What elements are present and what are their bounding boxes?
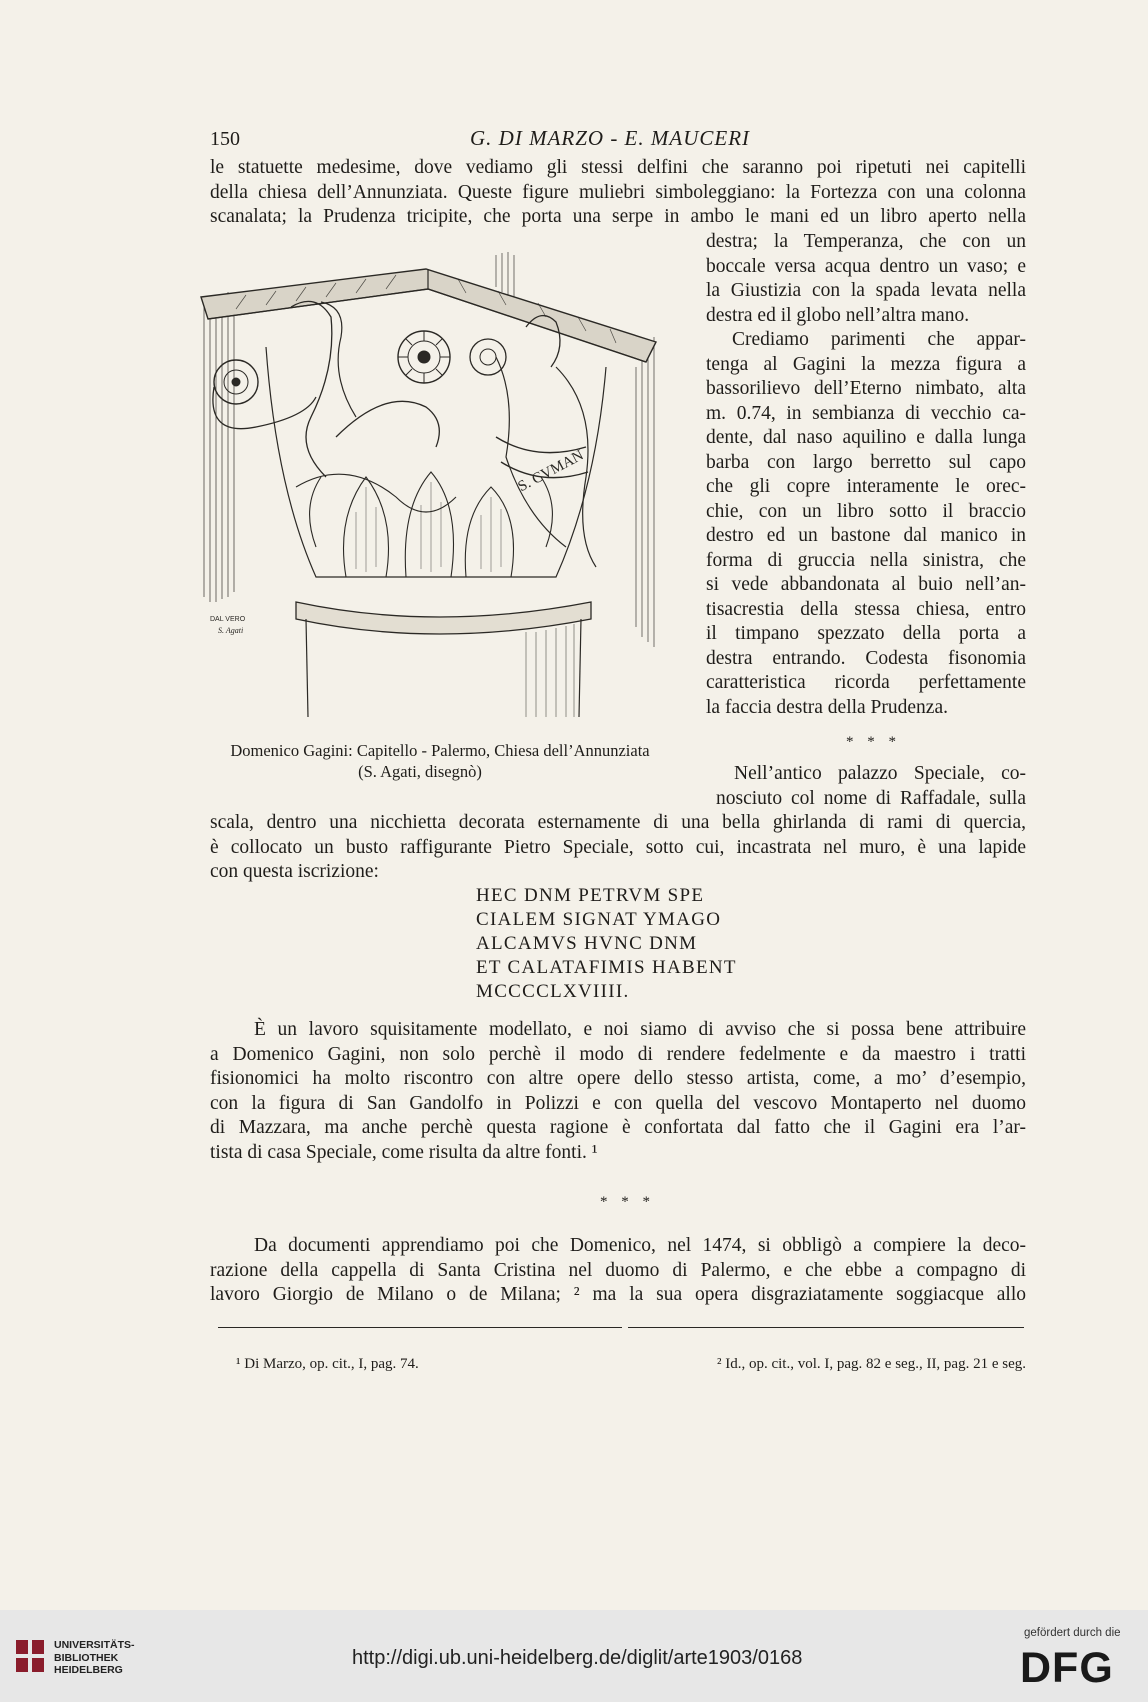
footnote-2: ² Id., op. cit., vol. I, pag. 82 e seg., II, pag. 21 e seg.	[716, 1356, 1026, 1372]
section-separator: * * *	[846, 734, 901, 750]
epigraph-inscription	[476, 884, 737, 1004]
text-line: a Domenico Gagini, non solo perchè il modo di rendere fedelmente e da maestro i tratti	[210, 1043, 1026, 1065]
university-library-name	[54, 1639, 135, 1677]
text-line: razione della cappella di Santa Cristina nel duomo di Palermo, e che ebbe a compagno di	[210, 1259, 1026, 1281]
paragraph-3	[210, 762, 1026, 885]
text-line: le statuette medesime, dove vediamo gli stessi delfini che saranno poi ripetuti nei capitelli	[210, 157, 1026, 178]
text-line: destra; la Temperanza, che con un	[706, 231, 1026, 252]
inscription-line: MCCCCLXVIIII.	[476, 981, 630, 1002]
text-line: Da documenti apprendiamo poi che Domenico, nel 1474, si obbligò a compiere la deco-	[254, 1235, 1026, 1256]
text-line: destra ed il globo nell’altra mano.	[706, 304, 970, 326]
text-line: Nell’antico palazzo Speciale, co-	[734, 763, 1026, 784]
footnote-rule	[628, 1327, 1024, 1328]
footnote-rule	[218, 1327, 622, 1328]
text-line: scala, dentro una nicchietta decorata esternamente di una bella ghirlanda di rami di quercia,	[210, 812, 1026, 833]
text-line: tista di casa Speciale, come risulta da altre fonti. ¹	[210, 1141, 598, 1163]
funding-note: gefördert durch die	[1024, 1627, 1121, 1639]
text-line: con questa iscrizione:	[210, 861, 379, 882]
text-line: la Giustizia con la spada levata nella	[706, 280, 1026, 301]
text-line: dente, dal naso aquilino e dalla lunga	[706, 427, 1026, 448]
text-line: tenga al Gagini la mezza figura a	[706, 353, 1026, 375]
text-line: destro ed un bastone dal manico in	[706, 525, 1026, 546]
text-line: m. 0.74, in sembianza di vecchio ca-	[706, 402, 1026, 424]
text-line: È un lavoro squisitamente modellato, e noi siamo di avviso che si possa bene attribuire	[254, 1019, 1026, 1040]
capital-illustration	[196, 247, 666, 735]
text-line: si vede abbandonata al buio nell’an-	[706, 574, 1026, 595]
library-name-line: UNIVERSITÄTS-	[54, 1639, 135, 1651]
text-line: di Mazzara, ma anche perchè questa ragione è confortata dal fatto che il Gagini era l’ar-	[210, 1117, 1026, 1138]
text-line: nosciuto col nome di Raffadale, sulla	[716, 787, 1026, 809]
library-name-line: BIBLIOTHEK	[54, 1651, 119, 1664]
permalink-url[interactable]: http://digi.ub.uni-heidelberg.de/diglit/arte1903/0168	[352, 1647, 803, 1669]
text-line: scanalata; la Prudenza tricipite, che porta una serpe in ambo le mani ed un libro aperto nella	[210, 206, 1026, 227]
text-line: della chiesa dell’Annunziata. Queste figure muliebri simboleggiano: la Fortezza con una colonna	[210, 181, 1026, 203]
drawing-signature-line2: S. Agati	[218, 626, 244, 635]
paragraph-5	[210, 1234, 1026, 1308]
drawing-scroll-inscription: S. CVMAN	[515, 447, 587, 496]
inscription-line: CIALEM SIGNAT YMAGO	[476, 909, 722, 930]
library-name-line: HEIDELBERG	[54, 1664, 123, 1676]
caption-credit: (S. Agati, disegnò)	[358, 762, 482, 781]
paragraph-1	[210, 156, 1026, 230]
text-line: lavoro Giorgio de Milano o de Milana; ² ma la sua opera disgraziatamente soggiacque allo	[210, 1284, 1026, 1305]
text-line: destra entrando. Codesta fisonomia	[706, 647, 1026, 669]
running-head: G. DI MARZO - E. MAUCERI	[470, 126, 751, 150]
inscription-line: HEC DNM PETRVM SPE	[476, 885, 705, 906]
section-separator: * * *	[600, 1194, 655, 1210]
inscription-line: ET CALATAFIMIS HABENT	[476, 957, 737, 978]
dfg-logo: DFG	[1020, 1644, 1114, 1692]
inscription-line: ALCAMVS HVNC DNM	[476, 933, 698, 954]
text-line: Crediamo parimenti che appar-	[732, 329, 1026, 350]
paragraph-4	[210, 1018, 1026, 1165]
paragraph-2-side	[706, 230, 1026, 720]
page-number: 150	[210, 128, 240, 150]
footnote-1: ¹ Di Marzo, op. cit., I, pag. 74.	[236, 1356, 419, 1372]
text-line: barba con largo berretto sul capo	[706, 451, 1026, 473]
drawing-signature-line1: DAL VERO	[210, 616, 246, 623]
text-line: bassorilievo dell’Eterno nimbato, alta	[706, 378, 1026, 399]
viewer-footer-bar	[0, 1610, 1148, 1702]
text-line: caratteristica ricorda perfettamente	[706, 672, 1026, 693]
text-line: forma di gruccia nella sinistra, che	[706, 549, 1026, 571]
text-line: boccale versa acqua dentro un vaso; e	[706, 255, 1026, 277]
text-line: chie, con un libro sotto il braccio	[706, 500, 1026, 522]
university-logo-icon	[14, 1638, 48, 1674]
text-line: è collocato un busto raffigurante Pietro Speciale, sotto cui, incastrata nel muro, è una lapide	[210, 836, 1026, 858]
text-line: tisacrestia della stessa chiesa, entro	[706, 598, 1026, 620]
text-line: il timpano spezzato della porta a	[706, 623, 1026, 644]
text-line: la faccia destra della Prudenza.	[706, 696, 948, 718]
text-line: con la figura di San Gandolfo in Polizzi e con quella del vescovo Montaperto nel duomo	[210, 1092, 1026, 1114]
caption-line: Domenico Gagini: Capitello - Palermo, Chiesa dell’Annunziata	[230, 741, 650, 760]
text-line: che gli copre interamente le orec-	[706, 476, 1026, 497]
text-line: fisionomici ha molto riscontro con altre opere dello stesso artista, come, a mo’ d’esempio,	[210, 1068, 1026, 1089]
